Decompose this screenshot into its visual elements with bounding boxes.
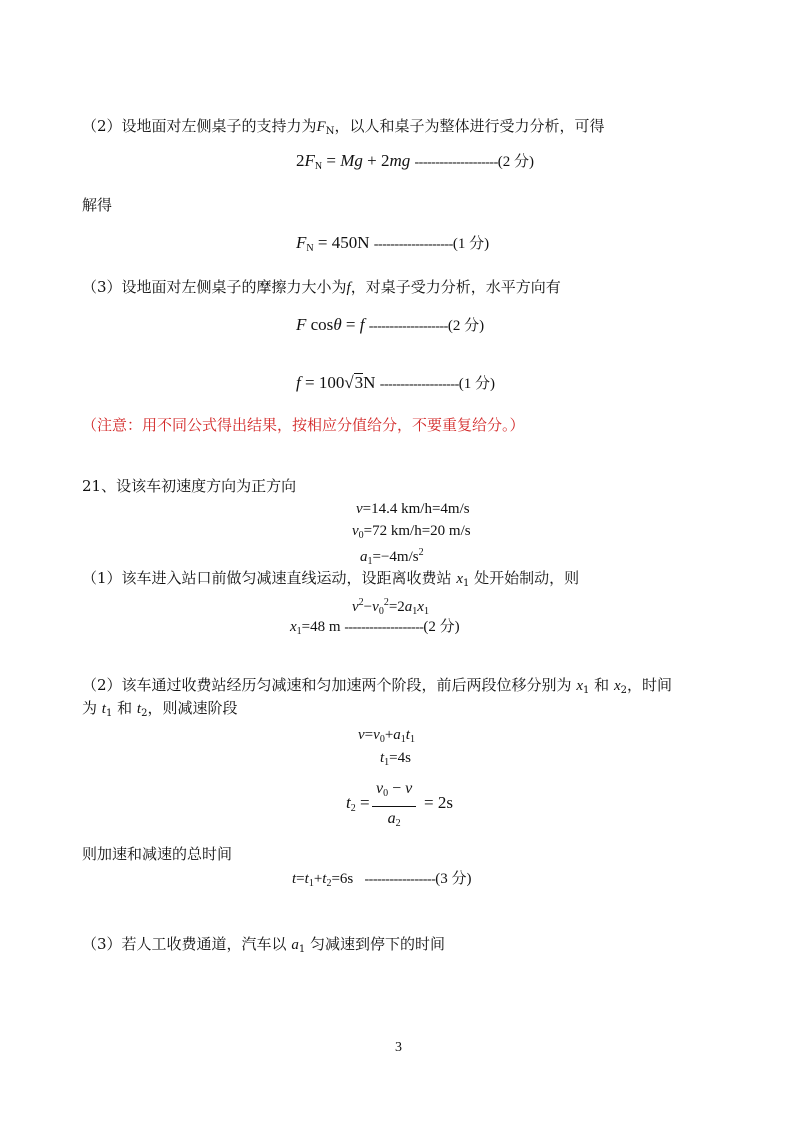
q21-kinematic-eq: $v^2-v_0^2=2a_1x_1$ <box>352 597 429 617</box>
equation-f-dash: ------------------- <box>379 377 459 392</box>
scoring-note: （注意：用不同公式得出结果，按相应分值给分，不要重复给分。） <box>82 416 525 434</box>
q21-t2-fraction: $v_0 - v$ $a_2$ <box>372 779 416 834</box>
score-x1: (2 分) <box>423 619 460 635</box>
score-f: (1 分) <box>458 376 496 392</box>
q21-t2-value: = 2s <box>424 793 453 812</box>
part3-intro-line: （3）设地面对左侧桌子的摩擦力大小为f，对桌子受力分析，水平方向有 <box>82 278 561 296</box>
q21-x1-value: =48 m <box>301 619 341 635</box>
q21-intro: 21、设该车初速度方向为正方向 <box>82 477 297 495</box>
q21-part1-text: （1）该车进入站口前做匀减速直线运动，设距离收费站 <box>82 569 452 587</box>
q21-v-text: =14.4 km/h=4m/s <box>362 501 470 517</box>
f-value: 100 <box>318 373 345 392</box>
part3-intro-text: （3）设地面对左侧桌子的摩擦力大小为 <box>82 278 347 296</box>
q21-part2-for: 为 <box>82 699 98 717</box>
equation-f-value: f = 100√3N -------------------(1 分) <box>296 373 496 392</box>
q21-x1-dash: ------------------- <box>344 620 424 635</box>
score-total: (3 分) <box>435 871 472 887</box>
f-root: 3 <box>354 373 364 392</box>
q21-part3-line: （3）若人工收费通道，汽车以 $a_1$ 匀减速到停下的时间 <box>82 935 445 955</box>
fn-value: 450N <box>331 233 370 252</box>
q21-part1-tail: 处开始制动，则 <box>474 569 580 587</box>
q21-velocity-eq: $v=v_0+a_1t_1$ <box>358 727 415 745</box>
q21-part1-line: （1）该车进入站口前做匀减速直线运动，设距离收费站 $x_1$ 处开始制动，则 <box>82 569 580 589</box>
q21-x1-line: $x_1=48$ m -------------------(2 分) <box>290 619 460 637</box>
equation-fn-value: $F_N = 450N$ -------------------(1 分) <box>296 233 490 254</box>
part2-intro-line: （2）设地面对左侧桌子的支持力为$F_N$，以人和桌子为整体进行受力分析，可得 <box>82 117 605 137</box>
score-fn: (1 分) <box>452 236 490 252</box>
q21-part2-and2: 和 <box>117 699 133 717</box>
q21-total-line: $t=t_1+t_2=6s$ -----------------(3 分) <box>292 871 472 889</box>
equation-fn-dash: ------------------- <box>373 237 453 252</box>
q21-part2-and: 和 <box>594 676 610 694</box>
q21-t1-value: =4s <box>389 750 411 766</box>
equation-fcos: F cosθ = f -------------------(2 分) <box>296 315 485 334</box>
part2-intro-tail: ，以人和桌子为整体进行受力分析，可得 <box>334 117 605 135</box>
q21-t1-line: $t_1=4s$ <box>380 750 411 768</box>
q21-part2-line2: 为 $t_1$ 和 $t_2$，则减速阶段 <box>82 699 238 719</box>
score-fcos: (2 分) <box>447 318 485 334</box>
score-2fn: (2 分) <box>497 154 535 170</box>
q21-v0-line: $v_0=72$ km/h=20 m/s <box>352 523 471 541</box>
q21-a1-text: =−4m/s <box>372 549 419 565</box>
solve-label: 解得 <box>82 196 113 214</box>
q21-t2-lhs: $t_2$ = <box>346 793 370 814</box>
equation-2fn-dash: -------------------- <box>414 155 498 170</box>
q21-part2-line1: （2）该车通过收费站经历匀减速和匀加速两个阶段，前后两段位移分别为 $x_1$ 和 $x_2$，时间 <box>82 676 673 696</box>
q21-v-line: v=14.4 km/h=4m/s <box>356 501 470 517</box>
q21-part2-decel: ，则减速阶段 <box>147 699 238 717</box>
q21-total-label: 则加速和减速的总时间 <box>82 845 233 863</box>
q21-total-dash: ----------------- <box>364 872 436 887</box>
q21-part3-text: （3）若人工收费通道，汽车以 <box>82 935 287 953</box>
page-number: 3 <box>395 1040 402 1055</box>
q21-total-value: =6s <box>331 871 354 887</box>
part3-intro-tail: ，对桌子受力分析，水平方向有 <box>350 278 561 296</box>
part2-intro-text: （2）设地面对左侧桌子的支持力为 <box>82 117 317 135</box>
q21-v0-text: =72 km/h=20 m/s <box>363 523 471 539</box>
equation-2fn: $2F_N = Mg + 2mg$ --------------------(2 分) <box>296 151 535 172</box>
q21-a1-line: $a_1=-4m/s^2$ <box>360 547 424 567</box>
q21-part2-time: ，时间 <box>627 676 673 694</box>
f-unit: N <box>363 373 376 392</box>
q21-part2-text1: （2）该车通过收费站经历匀减速和匀加速两个阶段，前后两段位移分别为 <box>82 676 572 694</box>
q21-part3-tail: 匀减速到停下的时间 <box>309 935 445 953</box>
equation-fcos-dash: ------------------- <box>368 319 448 334</box>
